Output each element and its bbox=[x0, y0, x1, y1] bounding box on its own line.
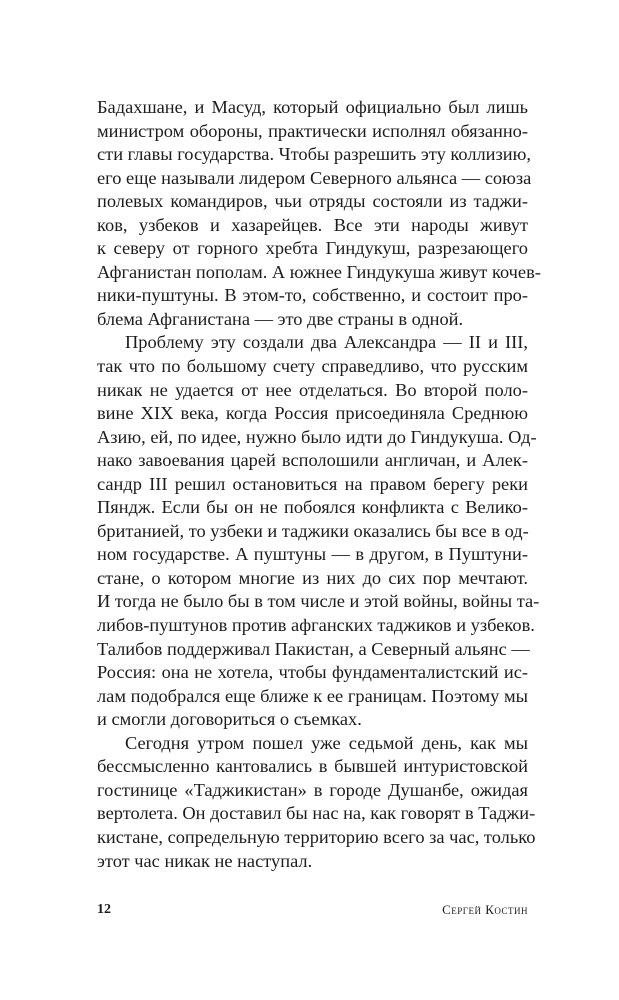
text-line: бессмысленно кантовались в бывшей интуристовской bbox=[97, 756, 528, 777]
text-line: этот час никак не наступал. bbox=[97, 850, 313, 871]
body-text bbox=[97, 96, 541, 873]
text-line: нако завоевания царей всполошили англичан, и Алек- bbox=[97, 450, 528, 471]
text-line: Талибов поддерживал Пакистан, а Северный альянс — bbox=[97, 638, 530, 659]
text-line: Сегодня утром пошел уже седьмой день, как мы bbox=[125, 732, 528, 753]
text-line: к северу от горного хребта Гиндукуш, разрезающего bbox=[97, 238, 528, 259]
text-line: Россия: она не хотела, чтобы фундаменталистский ис- bbox=[97, 662, 528, 683]
text-line: британией, то узбеки и таджики оказались бы все в од- bbox=[97, 520, 529, 541]
text-line: Бадахшане, и Масуд, который официально был лишь bbox=[97, 97, 528, 117]
running-author: Сергей Костин bbox=[442, 902, 528, 917]
text-line: ники-пуштуны. В этом-то, собственно, и состоит про- bbox=[97, 285, 528, 306]
text-line: Азию, ей, по идее, нужно было идти до Гиндукуша. Од- bbox=[97, 426, 537, 447]
text-line: его еще называли лидером Северного альянса — союза bbox=[97, 167, 532, 188]
text-line: ков, узбеков и хазарейцев. Все эти народы живут bbox=[97, 214, 528, 235]
page-footer bbox=[97, 902, 528, 922]
text-line: сти главы государства. Чтобы разрешить эту коллизию, bbox=[97, 144, 531, 165]
text-line: министром обороны, практически исполнял обязанно- bbox=[97, 120, 528, 141]
text-line: Афганистан пополам. А южнее Гиндукуша живут кочев- bbox=[97, 261, 541, 282]
text-line: И тогда не было бы в том числе и этой войны, войны та- bbox=[97, 591, 540, 612]
text-line: так что по большому счету справедливо, что русским bbox=[97, 356, 528, 377]
text-line: вертолета. Он доставил бы нас на, как говорят в Таджи- bbox=[97, 803, 536, 824]
text-line: гостинице «Таджикистан» в городе Душанбе, ожидая bbox=[97, 779, 528, 800]
text-line: кистане, сопредельную территорию всего за час, только bbox=[97, 826, 536, 847]
text-line: либов-пуштунов против афганских таджиков и узбеков. bbox=[97, 615, 535, 636]
text-line: блема Афганистана — это две страны в одной. bbox=[97, 308, 464, 329]
text-line: Проблему эту создали два Александра — II и III, bbox=[125, 332, 528, 353]
text-line: никак не удается от нее отделаться. Во второй поло- bbox=[97, 379, 528, 400]
text-line: Пяндж. Если бы он не побоялся конфликта с Велико- bbox=[97, 497, 528, 518]
paragraph bbox=[97, 331, 540, 731]
text-line: лам подобрался еще ближе к ее границам. Поэтому мы bbox=[97, 685, 528, 706]
text-line: ном государстве. А пуштуны — в другом, в Пуштуни- bbox=[97, 544, 528, 565]
page-number: 12 bbox=[97, 902, 111, 917]
paragraph bbox=[97, 732, 536, 873]
text-line: стане, о котором многие из них до сих пор мечтают. bbox=[97, 567, 528, 588]
paragraph bbox=[97, 96, 541, 331]
text-line: вине XIX века, когда Россия присоединяла Среднюю bbox=[97, 403, 528, 424]
text-line: полевых командиров, чьи отряды состояли из таджи- bbox=[97, 191, 528, 212]
text-line: сандр III решил остановиться на правом берегу реки bbox=[97, 473, 528, 494]
text-line: и смогли договориться о съемках. bbox=[97, 709, 362, 730]
